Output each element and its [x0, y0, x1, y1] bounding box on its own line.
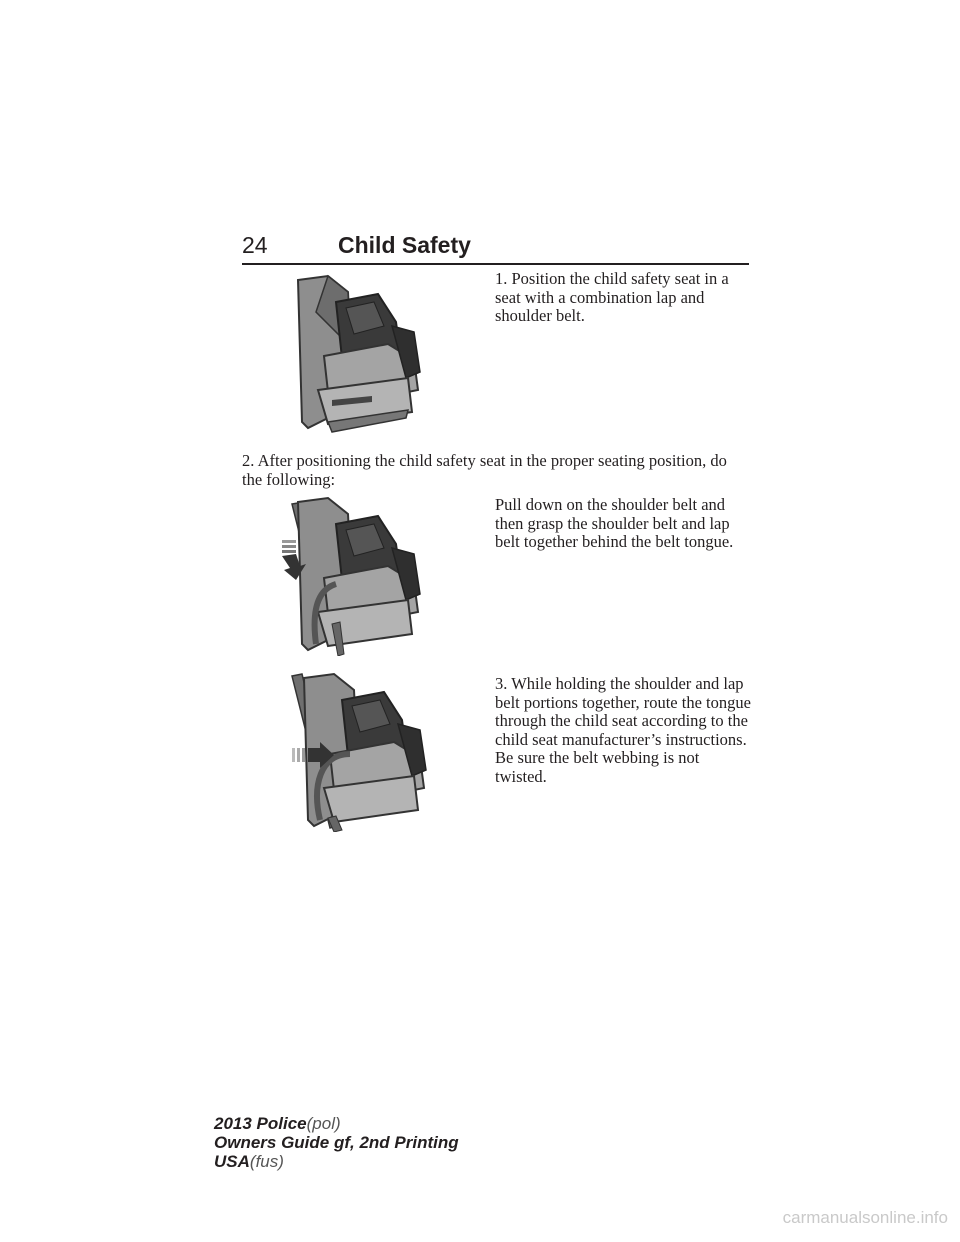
footer-market: USA	[214, 1152, 250, 1171]
step-3-text: 3. While holding the shoulder and lap belt portions together, route the tongue through the child seat according to the child seat manufacturer’s instructions. Be sure the belt webbing is not twisted.	[495, 674, 751, 786]
footer-line-3	[214, 1152, 459, 1171]
page-header	[242, 232, 750, 262]
footer-market-code: (fus)	[249, 1152, 284, 1171]
section-title: Child Safety	[338, 232, 471, 258]
step-1-text: 1. Position the child safety seat in a seat with a combination lap and shoulder belt.	[495, 269, 729, 325]
footer-line-1	[214, 1114, 459, 1133]
footer-line-2: Owners Guide gf, 2nd Printing	[214, 1133, 459, 1152]
header-rule	[242, 263, 749, 265]
step-2-text: 2. After positioning the child safety seat in the proper seating position, do the following:	[242, 451, 727, 489]
watermark: carmanualsonline.info	[782, 1208, 948, 1227]
child-seat-illustration-3	[290, 670, 430, 832]
document-footer	[214, 1114, 459, 1171]
child-seat-illustration-1	[288, 272, 428, 434]
child-seat-illustration-2	[276, 494, 426, 656]
step-2a-text: Pull down on the shoulder belt and then grasp the shoulder belt and lap belt together behind the belt tongue.	[495, 495, 734, 551]
footer-model: 2013 Police	[214, 1114, 307, 1133]
page-number: 24	[242, 232, 268, 258]
footer-model-code: (pol)	[306, 1114, 341, 1133]
